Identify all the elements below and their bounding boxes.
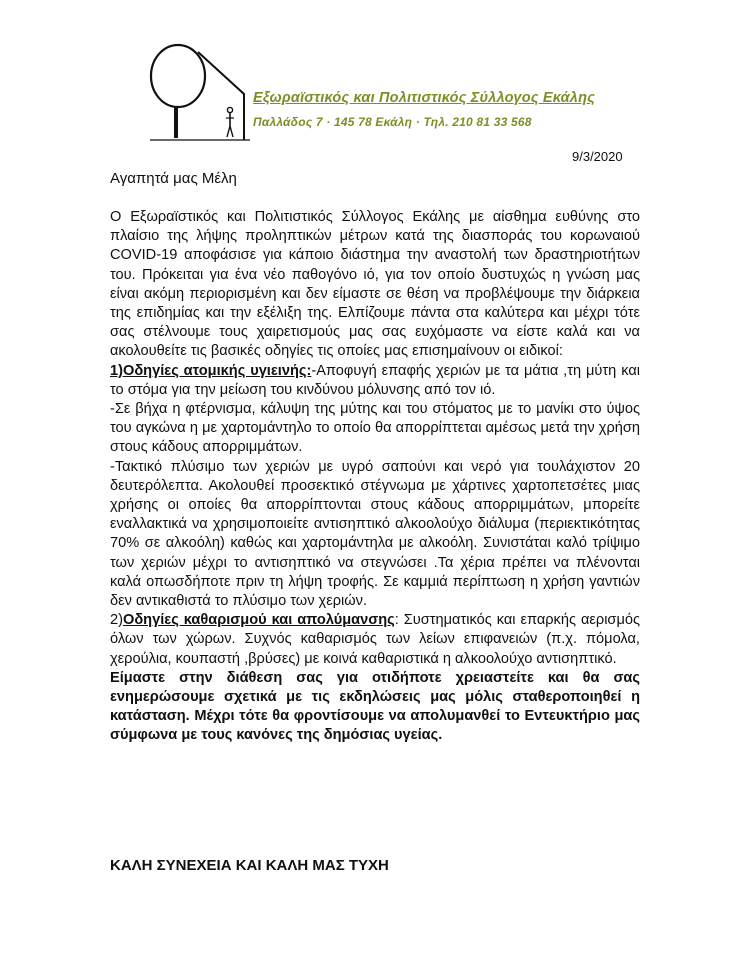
letter-body xyxy=(110,208,640,746)
letter-date: 9/3/2020 xyxy=(572,149,623,164)
organization-address: Παλλάδος 7 · 145 78 Εκάλη · Τηλ. 210 81 33 568 xyxy=(253,115,532,129)
cleaning-section xyxy=(110,611,640,669)
hygiene-section xyxy=(110,362,640,400)
availability-paragraph: Είμαστε στην διάθεση σας για οτιδήποτε χρειαστείτε και θα σας ενημερώσουμε σχετικά με τις εκδηλώσεις μας μόλις σταθεροποιηθεί η κατάσταση. Μέχρι τότε θα φροντίσουμε να απολυμανθεί το Εντευκτήριο μας σύμφωνα με τους κανόνες της δημόσιας υγείας. xyxy=(110,669,640,744)
tree-house-logo-icon xyxy=(140,40,260,144)
cleaning-text: : Συστηματικός και επαρκής αερισμός όλων των χώρων. Συχνός καθαρισμός των λείων επιφανειών (π.χ. πόμολα, χερούλια, κουπαστή ,βρύσες) με κοινά καθαριστικά η αλκοολούχο αντισηπτικό. xyxy=(110,612,640,667)
washing-paragraph: -Τακτικό πλύσιμο των χεριών με υγρό σαπούνι και νερό για τουλάχιστον 20 δευτερόλεπτα. Ακολουθεί προσεκτικό στέγνωμα με χάρτινες χαρτοπετσέτες μιας χρήσης οι οποίες θα απορρίπτονται στους κάδους απορριμμάτων, μπορείτε εναλλακτικά να χρησιμοποιείτε αντισηπτικό αλκοολούχο διάλυμα (περιεκτικότητας 70% σε αλκοόλη) καθώς και χαρτομάντηλα με αλκοόλη. Συνιστάται καλό τρίψιμο των χεριών μέχρι το αντισηπτικό να στεγνώσει .Τα χέρια πρέπει να πλένονται καλά οπωσδήποτε πριν τη λήψη τροφής. Σε καμμιά περίπτωση η χρήση γαντιών δεν αντικαθιστά το πλύσιμο των χεριών. xyxy=(110,458,640,610)
organization-name: Εξωραϊστικός και Πολιτιστικός Σύλλογος Εκάλης xyxy=(253,90,596,106)
closing-line: ΚΑΛΗ ΣΥΝΕΧΕΙΑ ΚΑΙ ΚΑΛΗ ΜΑΣ ΤΥΧΗ xyxy=(110,857,389,874)
hygiene-text: -Αποφυγή επαφής χεριών με τα μάτια ,τη μύτη και το στόμα για την μείωση του κινδύνου μόλυνσης από τον ιό. xyxy=(110,362,640,398)
cleaning-heading: Οδηγίες καθαρισμού και απολύμανσης xyxy=(122,612,395,629)
intro-paragraph: Ο Εξωραϊστικός και Πολιτιστικός Σύλλογος Εκάλης με αίσθημα ευθύνης στο πλαίσιο της λήψης προληπτικών μέτρων κατά της διασποράς του κορωναιού COVID-19 αποφάσισε για κάποιο διάστημα την αναστολή των δραστηριοτήτων του. Πρόκειται για ένα νέο παθογόνο ιό, για τον οποίο δυστυχώς η γνώση μας είναι ακόμη περιορισμένη και δεν είμαστε σε θέση να προβλέψουμε την διάρκεια της επιδημίας και την εξέλιξη της. Ελπίζουμε πάντα στα καλύτερα και μέχρι τότε σας στέλνουμε τους χαιρετισμούς μας σας ευχόμαστε να είστε καλά και να ακολουθείτε τις βασικές οδηγίες τις οποίες μας επισημαίνουν οι ειδικοί: xyxy=(110,209,640,360)
hygiene-heading: 1)Οδηγίες ατομικής υγιεινής: xyxy=(110,362,312,379)
cleaning-prefix: 2) xyxy=(110,612,123,629)
sneeze-paragraph: -Σε βήχα η φτέρνισμα, κάλυψη της μύτης και του στόματος με το μανίκι στο ύψος του αγκώνα η με χαρτομάντηλο το οποίο θα απορρίπτεται αμέσως μετά την χρήση στους κάδους απορριμμάτων. xyxy=(110,401,640,456)
greeting: Αγαπητά μας Μέλη xyxy=(110,170,237,187)
